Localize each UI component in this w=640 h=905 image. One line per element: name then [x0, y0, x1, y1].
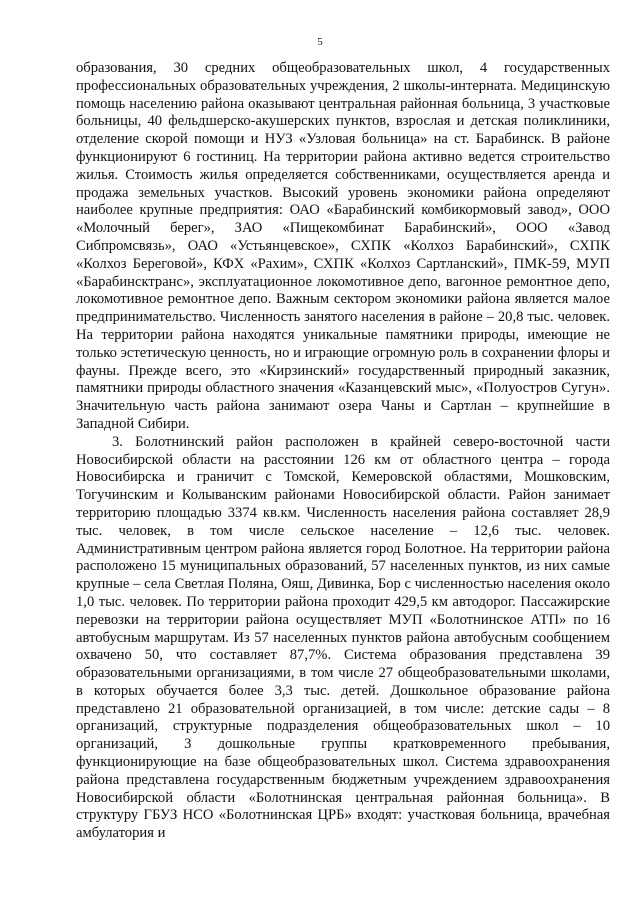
paragraph-barabinsk-continued: образования, 30 средних общеобразовательных школ, 4 государственных профессиональных образовательных учреждения, 2 школы-интерната. Медицинскую помощь населению района оказывают центральная районная больница, 3 участковые больницы, 40 фельдшерско-акушерских пунктов, взрослая и детская поликлиники, отделение скорой помощи и НУЗ «Узловая больница» на ст. Барабинск. В районе функционируют 6 гостиниц. На территории района активно ведется строительство жилья. Стоимость жилья определяется собственниками, осуществляется аренда и продажа земельных участков. Высокий уровень экономики района определяют наиболее крупные предприятия: ОАО «Барабинский комбикормовый завод», ООО «Молочный берег», ЗАО «Пищекомбинат Барабинский», ООО «Завод Сибпромсвязь», ОАО «Устьянцевское», СХПК «Колхоз Барабинский», СХПК «Колхоз Береговой», КФХ «Рахим», СХПК «Колхоз Сартланский», ПМК-59, МУП «Барабинсктранс», эксплуатационное локомотивное депо, вагонное ремонтное депо, локомотивное ремонтное депо. Важным сектором экономики района является малое предпринимательство. Численность занятого населения в районе – 20,8 тыс. человек. На территории района находятся уникальные памятники природы, имеющие не только эстетическую ценность, но и играющие огромную роль в сохранении флоры и фауны. Прежде всего, это «Кирзинский» государственный природный заказник, памятники природы областного значения «Казанцевский мыс», «Полуостров Сугун». Значительную часть района занимают озера Чаны и Сартлан – крупнейшие в Западной Сибири. [76, 60, 610, 432]
document-body [76, 60, 610, 843]
paragraph-bolotninsky-district: 3. Болотнинский район расположен в крайней северо-восточной части Новосибирской области на расстоянии 126 км от областного центра – города Новосибирска и граничит с Томской, Кемеровской областями, Мошковским, Тогучинским и Колыванским районами Новосибирской области. Район занимает территорию площадью 3374 кв.км. Численность населения района составляет 28,9 тыс. человек, в том числе сельское население – 12,6 тыс. человек. Административным центром района является город Болотное. На территории района расположено 15 муниципальных образований, 57 населенных пунктов, из них самые крупные – села Светлая Поляна, Ояш, Дивинка, Бор с численностью населения около 1,0 тыс. человек. По территории района проходит 429,5 км автодорог. Пассажирские перевозки на территории района осуществляет МУП «Болотнинское АТП» по 16 автобусным маршрутам. Из 57 населенных пунктов района автобусным сообщением охвачено 50, что составляет 87,7%. Система образования представлена 39 образовательными организациями, в том числе 27 общеобразовательными школами, в которых обучается более 3,3 тыс. детей. Дошкольное образование района представлено 21 образовательной организацией, в том числе: детские сады – 8 организаций, структурные подразделения общеобразовательных школ – 10 организаций, 3 дошкольные группы кратковременного пребывания, функционирующие на базе общеобразовательных школ. Система здравоохранения района представлена государственным бюджетным учреждением здравоохранения Новосибирской области «Болотнинская центральная районная больница». В структуру ГБУЗ НСО «Болотнинская ЦРБ» входят: участковая больница, врачебная амбулатория и [76, 433, 610, 842]
page-number: 5 [317, 36, 323, 48]
